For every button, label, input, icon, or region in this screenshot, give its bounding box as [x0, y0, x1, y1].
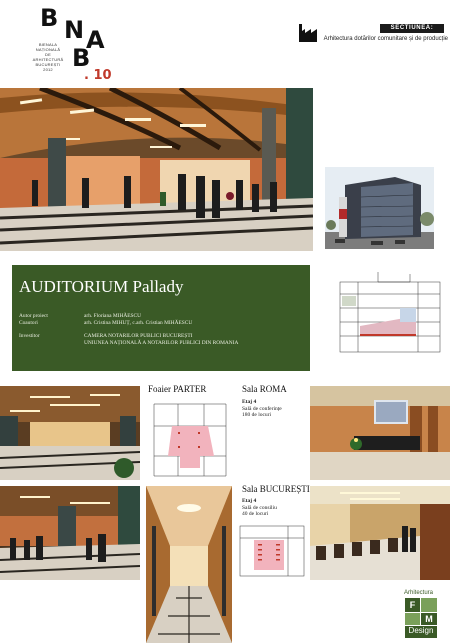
fm-letter-m: M [421, 613, 437, 625]
sala-roma-title: Sala ROMA [242, 384, 287, 394]
sala-roma-line2: 180 de locuri [242, 412, 272, 418]
sala-bucuresti-details [242, 498, 277, 518]
sala-roma-details [242, 399, 282, 419]
logo-text [32, 42, 64, 72]
sala-roma-photo [310, 386, 450, 480]
logo-line: NAȚIONALĂ [35, 47, 61, 52]
factory-icon [298, 24, 318, 42]
fm-design-text: Design [405, 626, 437, 638]
sala-bucuresti-photo [310, 486, 450, 580]
sala-roma-line1: Sală de conferințe [242, 405, 282, 412]
logo-letter-a: A [86, 26, 105, 54]
logo-letter-b2: B [72, 44, 91, 72]
credit-value-coauthors: arh. Cristina MIHUȚ, c.arh. Cristian MIHĂESCU [84, 320, 193, 326]
foaier-floor-plan [148, 396, 232, 482]
sala-bucuresti-floor: Etaj 4 [242, 498, 257, 504]
project-title: AUDITORIUM Pallady [19, 277, 184, 296]
sala-bucuresti-line2: 40 de locuri [242, 511, 269, 517]
fm-design-label: Arhitectura [404, 590, 434, 596]
lobby-photo-2 [0, 486, 140, 580]
sala-roma-floor: Etaj 4 [242, 399, 257, 405]
logo-line: DE [45, 52, 51, 57]
project-info-panel [12, 265, 310, 371]
logo-line: 2012 [43, 67, 53, 72]
credit-role-author: Autor proiect [19, 313, 48, 319]
credit-value-investor-2: UNIUNEA NAȚIONALĂ A NOTARILOR PUBLICI DIN ROMANIA [84, 340, 239, 346]
fm-block [405, 613, 420, 625]
sala-bucuresti-floor-plan [238, 522, 306, 580]
credit-value-author: arh. Floriana MIHĂESCU [84, 313, 142, 319]
credit-value-investor: CAMERA NOTARILOR PUBLICI BUCUREȘTI [84, 333, 193, 339]
fm-block [421, 598, 437, 612]
logo-line: BUCUREȘTI [35, 62, 61, 67]
section-title: Arhitectura dotărilor comunitare și de producție [323, 36, 448, 42]
logo-edition: . 10 [84, 68, 112, 83]
credit-role-coauthors: Coautori [19, 320, 38, 326]
bnab-logo [26, 6, 116, 90]
section-label: SECTIUNEA: [380, 24, 444, 33]
credit-role-investor: Investitor [19, 333, 40, 339]
logo-line: BIENALA [38, 42, 58, 47]
logo-letter-n: N [64, 16, 85, 44]
logo-line: ARHITECTURĂ [32, 57, 64, 62]
corridor-photo [146, 486, 232, 643]
building-exterior-photo [325, 167, 434, 249]
sala-bucuresti-line1: Sală de consiliu [242, 504, 277, 511]
fm-letter-f: F [405, 598, 420, 612]
sala-bucuresti-title: Sala BUCUREȘTI [242, 484, 310, 494]
fm-design-logo [405, 598, 437, 638]
logo-letter-b1: B [40, 4, 59, 32]
foaier-title: Foaier PARTER [148, 384, 207, 394]
foaier-photo [0, 386, 140, 480]
section-drawing [338, 268, 442, 356]
hero-photo-lobby [0, 88, 313, 251]
